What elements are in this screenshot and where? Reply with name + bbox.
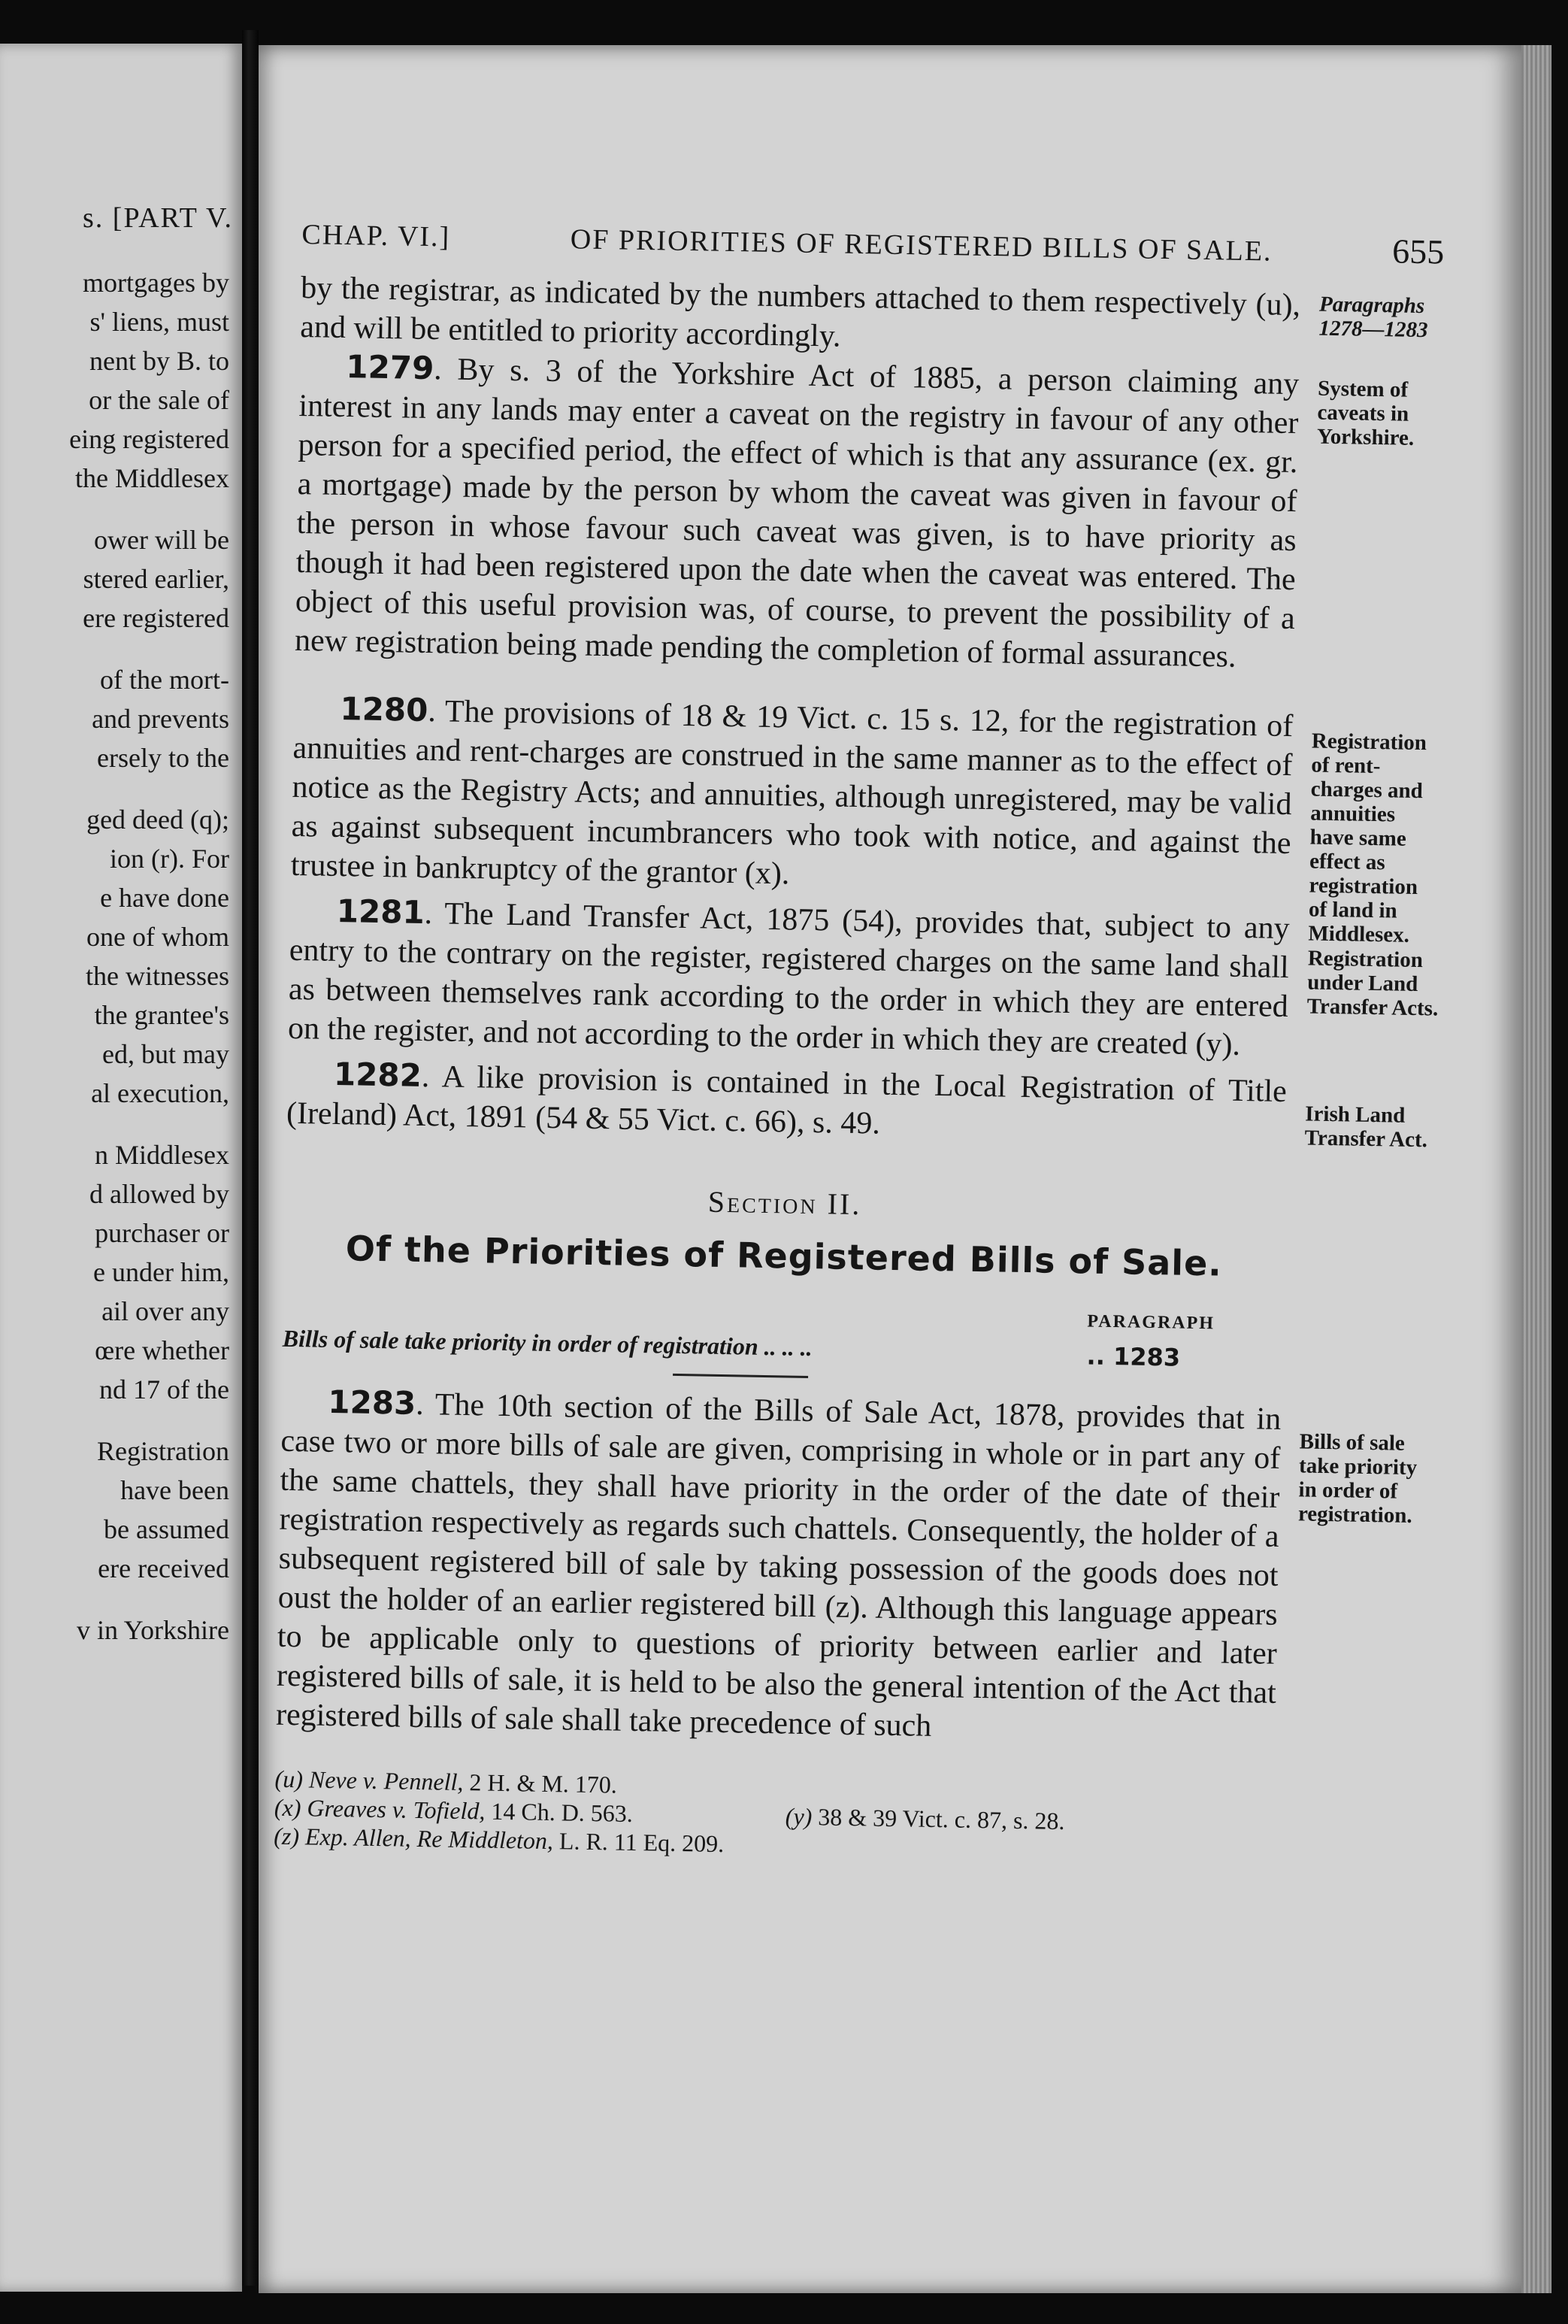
paragraph-1279 [294,347,1415,677]
footnote-x: (x) Greaves v. Tofield, 14 Ch. D. 563. [274,1793,634,1827]
left-page-line: n Middlesex [95,1140,229,1170]
running-title: OF PRIORITIES OF REGISTERED BILLS OF SALE. [570,223,1273,268]
left-page-line: ed, but may [102,1039,229,1069]
chapter-label: CHAP. VI.] [301,218,451,253]
page-edge [1521,45,1551,2293]
left-page-line: one of whom [86,922,229,952]
left-page-line: v in Yorkshire [76,1615,229,1645]
footnote-z: (z) Exp. Allen, Re Middleton, L. R. 11 Eq. 209. [273,1822,725,1858]
left-page-line: of the mort- [100,665,229,695]
left-page-line: ere received [98,1553,229,1583]
left-page-line: ail over any [101,1296,229,1326]
paragraph-text: . The provisions of 18 & 19 Vict. c. 15 s. 12, for the registration of annuities and rent-charges are construed in the same manner as to the effect of notice as the Registry Acts; and annuities, although unregistered, may be valid as against subsequent incumbrancers who took with notice, and against the trustee in bankruptcy of the grantor (x). [290,694,1294,892]
paragraph-text: . A like provision is contained in the Local Registration of Title (Ireland) Act, 1891 (54 & 55 Vict. c. 66), s. 49. [286,1059,1288,1141]
book-gutter [242,30,259,2286]
marginal-note-paragraphs: Paragraphs 1278—1283 [1318,292,1428,343]
paragraph-number: 1283 [327,1383,416,1422]
marginal-note-caveats: System of caveats in Yorkshire. [1316,376,1415,450]
toc-heading: PARAGRAPH [1087,1311,1215,1334]
left-page-line: mortgages by [83,268,229,298]
left-page-line: ere registered [83,603,229,633]
left-facing-page [0,44,242,2292]
left-page-line: ower will be [94,525,229,555]
left-page-line: the grantee's [94,1000,229,1030]
toc-entry: Bills of sale take priority in order of registration .. .. .. [282,1324,813,1362]
page-number: 655 [1391,232,1445,271]
section-title: Of the Priorities of Registered Bills of Sale. [345,1228,1223,1284]
paragraph-text: . The Land Transfer Act, 1875 (54), provides that, subject to any entry to the contrary on the register, registered charges on the same land shall as between themselves rank according to the order in which they are entered on the register, and not according to the order in which they are created (y). [287,895,1290,1062]
marginal-note-bills-of-sale: Bills of sale take priority in order of registration. [1297,1429,1418,1529]
left-page-line: d allowed by [89,1179,229,1209]
marginal-note-rent-charges: Registration of rent- charges and annuities have same effect as registration of land in Middlesex. [1308,729,1427,947]
left-page-line: al execution, [91,1078,229,1108]
paragraph-text: by the registrar, as indicated by the numbers attached to them respectively (u), and will be entitled to priority accordingly. [299,270,1301,354]
left-page-line: the Middlesex [75,463,229,493]
paragraph-text: . By s. 3 of the Yorkshire Act of 1885, a person claiming any interest in any lands may enter a caveat on the registry in favour of any other person for a specified period, the effect of which is that any assurance (ex. gr. a mortgage) made by the person by whom the caveat was given in favour of the person in whose favour such caveat was given, is to have priority as though it had been registered upon the date when the caveat was entered. The object of this useful provision was, of course, to prevent the possibility of a new registration being made pending the completion of formal assurances. [294,352,1300,674]
paragraph-number: 1282 [333,1055,422,1094]
left-page-line: ged deed (q); [86,804,229,835]
paragraph-number: 1281 [336,892,425,931]
left-page-line: e under him, [93,1257,229,1287]
paragraph-text: . The 10th section of the Bills of Sale Act, 1878, provides that in case two or more bills of sale are given, comprising in whole or in part any of the same chattels, they shall have priority in the order of the date of their registration respectively as regards such chattels. Consequently, the holder of a subsequent registered bill of sale by taking possession of the goods does not oust the holder of an earlier registered bill (z). Although this language appears to be applicable only to questions of priority between earlier and later registered bills of sale, it is held to be also the general intention of the Act that registered bills of sale shall take precedence of such [275,1386,1282,1744]
paragraph-number: 1279 [345,348,434,387]
right-page [259,45,1521,2293]
left-page-line: ion (r). For [110,844,229,874]
left-page-line: and prevents [92,704,229,734]
left-running-head: s. [PART V. [83,202,233,234]
left-page-line: ersely to the [97,743,229,773]
footnote-y: (y) 38 & 39 Vict. c. 87, s. 28. [785,1802,1065,1835]
paragraph-number: 1280 [340,689,428,729]
left-page-line: nd 17 of the [99,1374,229,1404]
left-page-line: œre whether [95,1335,229,1365]
toc-reference: .. 1283 [1086,1341,1181,1372]
marginal-note-land-transfer: Registration under Land Transfer Acts. [1306,946,1439,1021]
marginal-note-irish-land: Irish Land Transfer Act. [1304,1101,1428,1153]
left-page-line: purchaser or [95,1218,229,1248]
left-page-line: eing registered [69,424,229,454]
left-page-line: nent by B. to [89,346,229,376]
section-label: Section II. [707,1184,862,1222]
text-column [273,212,1445,1868]
left-page-line: be assumed [104,1514,229,1544]
footnote-u: (u) Neve v. Pennell, 2 H. & M. 170. [274,1765,618,1798]
left-page-line: stered earlier, [83,564,229,594]
left-page-line: or the sale of [89,385,229,415]
paragraph-1281 [287,891,1439,1065]
paragraph-1282 [286,1054,1428,1153]
paragraph-1283 [275,1382,1418,1752]
left-page-line: have been [120,1475,229,1505]
left-page-line: e have done [100,883,229,913]
footnotes [274,1765,1275,1868]
left-page-line: Registration [97,1436,229,1466]
left-page-line: s' liens, must [89,307,229,337]
left-page-line: the witnesses [86,961,229,991]
